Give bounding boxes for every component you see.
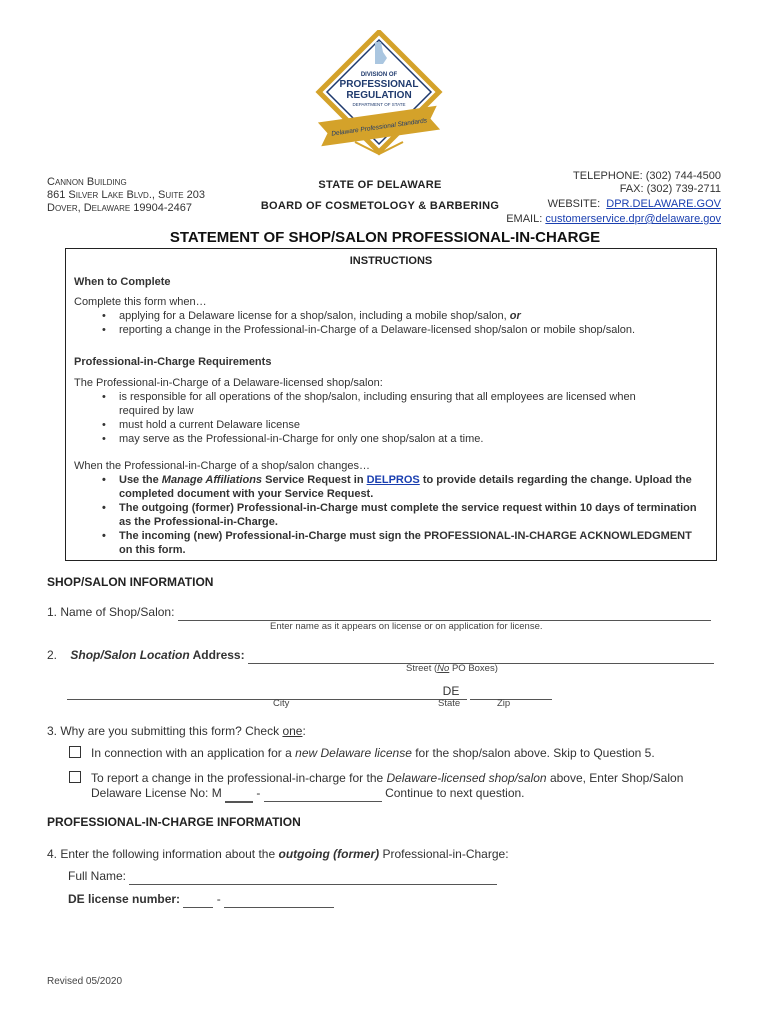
change-bullet-3: • The incoming (new) Professional-in-Charge must sign the PROFESSIONAL-IN-CHARGE ACKNOWLEDGMENT on this form.: [74, 529, 704, 557]
street-field[interactable]: [248, 648, 714, 664]
pic-section-heading: PROFESSIONAL-IN-CHARGE INFORMATION: [47, 815, 301, 829]
telephone: TELEPHONE: (302) 744-4500: [573, 170, 721, 182]
full-name-label: Full Name:: [68, 869, 130, 883]
requirements-intro: The Professional-in-Charge of a Delaware-licensed shop/salon:: [74, 377, 383, 389]
change-bullet-2: • The outgoing (former) Professional-in-Charge must complete the service request within 10 days of termination as the Professional-in-Charge.: [74, 501, 704, 529]
state-name: STATE OF DELAWARE: [318, 179, 442, 191]
dpr-logo: [315, 30, 443, 162]
state-caption: State: [438, 698, 461, 709]
new-license-checkbox[interactable]: [69, 746, 81, 758]
when-bullet-2: • reporting a change in the Professional-in-Charge of a Delaware-licensed shop/salon or mobile shop/salon.: [74, 323, 704, 337]
change-bullet-1: • Use the Manage Affiliations Service Request in DELPROS to provide details regarding the change. Upload the completed document with your Service Request.: [74, 473, 704, 501]
svg-text:Delaware Professional Standard: Delaware Professional Standards: [330, 117, 428, 138]
license-prefix-field[interactable]: [225, 786, 253, 803]
license-row: DE license number: -: [68, 892, 334, 908]
de-license-number-field[interactable]: [224, 892, 334, 908]
state-field[interactable]: DE: [435, 684, 467, 700]
requirements-bullet-3: • may serve as the Professional-in-Charge for only one shop/salon at a time.: [74, 432, 674, 446]
change-intro: When the Professional-in-Charge of a shop/salon changes…: [74, 460, 370, 472]
instructions-heading: INSTRUCTIONS: [349, 255, 433, 267]
when-bullet-1: • applying for a Delaware license for a shop/salon, including a mobile shop/salon, or: [74, 309, 704, 323]
svg-text:REGULATION: REGULATION: [346, 90, 412, 101]
requirements-bullet-1: • is responsible for all operations of the shop/salon, including ensuring that all employees are licensed when required by law: [74, 390, 674, 418]
zip-caption: Zip: [497, 698, 511, 709]
website-link[interactable]: DPR.DELAWARE.GOV: [606, 198, 721, 210]
q3-option-2: To report a change in the professional-in-charge for the Delaware-licensed shop/salon above, Enter Shop/Salon: [69, 771, 729, 786]
q3-license-row: Delaware License No: M - Continue to next question.: [91, 786, 731, 803]
question-1: [47, 605, 727, 621]
shop-name-field[interactable]: [178, 605, 711, 621]
requirements-bullet-2: • must hold a current Delaware license: [74, 418, 674, 432]
board-name: BOARD OF COSMETOLOGY & BARBERING: [260, 200, 500, 212]
full-name-row: [68, 869, 497, 885]
change-pic-checkbox[interactable]: [69, 771, 81, 783]
de-license-prefix-field[interactable]: [183, 892, 213, 908]
svg-text:DIVISION OF: DIVISION OF: [360, 72, 398, 78]
street-caption: Street (No PO Boxes): [406, 663, 498, 674]
q3-option-1: In connection with an application for a new Delaware license for the shop/salon above. Skip to Question 5.: [69, 746, 729, 761]
svg-text:PROFESSIONAL: PROFESSIONAL: [339, 79, 419, 90]
website-label: WEBSITE:: [547, 198, 601, 210]
question-4: 4. Enter the following information about the outgoing (former) Professional-in-Charge:: [47, 847, 509, 861]
question-3: 3. Why are you submitting this form? Check one:: [47, 724, 306, 738]
form-title: STATEMENT OF SHOP/SALON PROFESSIONAL-IN-CHARGE: [169, 229, 601, 246]
address-line-3: Dover, Delaware 19904-2467: [47, 202, 192, 214]
q1-caption: Enter name as it appears on license or on application for license.: [270, 621, 543, 632]
email-link[interactable]: customerservice.dpr@delaware.gov: [545, 213, 721, 225]
office-address: [47, 176, 205, 215]
svg-text:DEPARTMENT OF STATE: DEPARTMENT OF STATE: [352, 102, 406, 107]
city-caption: City: [273, 698, 290, 709]
shop-section-heading: SHOP/SALON INFORMATION: [47, 575, 214, 589]
city-state-zip-row: [67, 684, 552, 700]
q1-label: 1. Name of Shop/Salon:: [47, 605, 178, 619]
requirements-heading: Professional-in-Charge Requirements: [74, 356, 272, 368]
full-name-field[interactable]: [129, 869, 497, 885]
fax: FAX: (302) 739-2711: [619, 183, 721, 195]
delpros-link[interactable]: DELPROS: [366, 474, 420, 486]
when-intro: Complete this form when…: [74, 296, 207, 308]
contact-info: [506, 170, 721, 226]
address-line-1: Cannon Building: [47, 176, 127, 188]
email-label: EMAIL:: [506, 213, 543, 225]
license-number-field[interactable]: [264, 786, 382, 802]
when-heading: When to Complete: [74, 276, 171, 288]
instructions-box: [65, 248, 717, 561]
zip-field[interactable]: [470, 684, 552, 700]
de-license-label: DE license number:: [68, 892, 184, 906]
address-line-2: 861 Silver Lake Blvd., Suite 203: [47, 189, 205, 201]
city-field[interactable]: [67, 684, 435, 700]
revised-date: Revised 05/2020: [47, 976, 123, 987]
question-2: 2. Shop/Salon Location Address:: [47, 648, 727, 664]
